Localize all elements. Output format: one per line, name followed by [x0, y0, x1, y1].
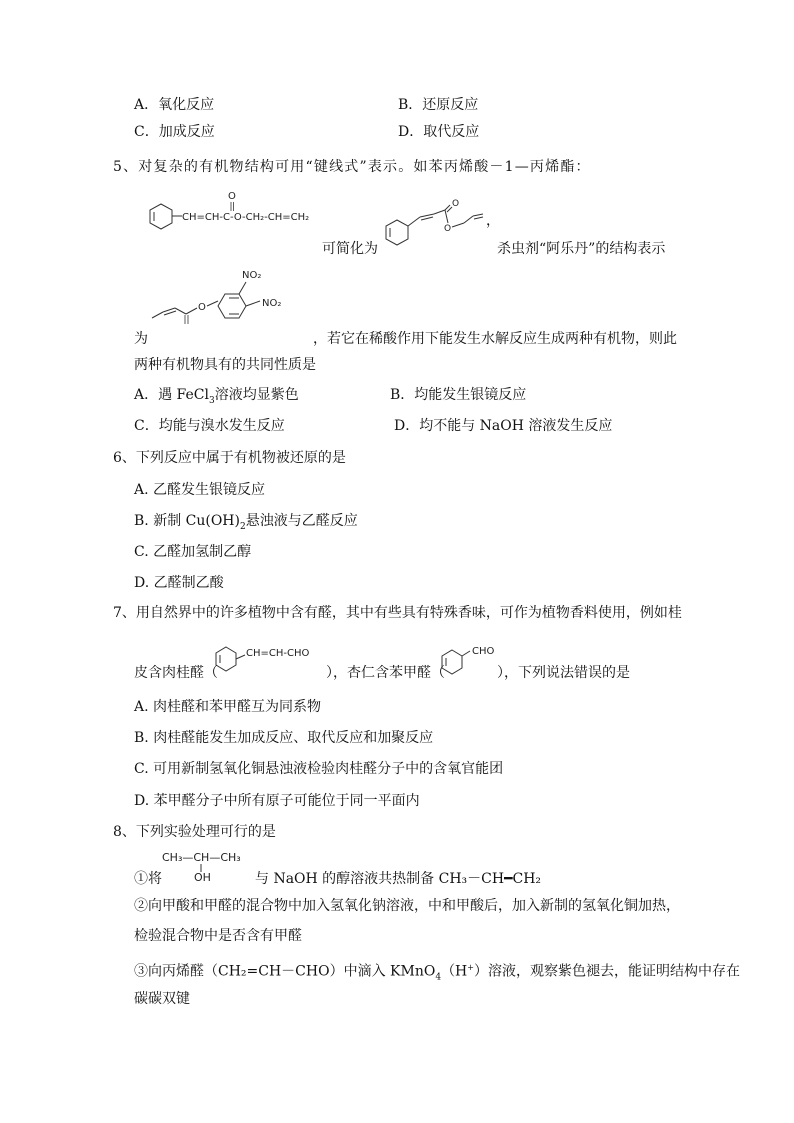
q5-option-a: A．遇 FeCl$_3$溶液均显紫色 [134, 387, 299, 406]
q7-option-c: C. 可用新制氢氧化铜悬浊液检验肉桂醛分子中的含氧官能团 [134, 761, 504, 777]
q7-stem: 7、用自然界中的许多植物中含有醛，其中有些具有特殊香味，可作为植物香料使用，例如桂 [113, 605, 682, 621]
q8-item-ii-line1: ②向甲酸和甲醛的混合物中加入氢氧化钠溶液，中和甲酸后，加入新制的氢氧化铜加热， [134, 898, 680, 914]
isopropanol-structure [160, 848, 250, 884]
q8-item-i-text: 与 NaOH 的醇溶液共热制备 CH₃－CH━CH₂ [255, 871, 542, 887]
q5-option-b: B．均能发生银镜反应 [390, 387, 527, 403]
cinnamyl-ester-skeletal-structure [380, 198, 500, 252]
q5-stem: 5、对复杂的有机物结构可用“键线式”表示。如苯丙烯酸－1—丙烯酯： [113, 159, 591, 175]
q8-stem: 8、下列实验处理可行的是 [113, 824, 276, 840]
q7-option-d: D. 苯甲醛分子中所有原子可能位于同一平面内 [134, 793, 420, 809]
q8-item-i-label: ①将 [134, 871, 162, 887]
carbonyl-o-label: O [452, 199, 460, 209]
q8-item-iii-line1: ③向丙烯醛（CH₂=CH－CHO）中滴入 KMnO$_4$（H+）溶液，观察紫色褪去，能证明结构中存在 [134, 963, 740, 983]
q6-option-d: D. 乙醛制乙酸 [134, 575, 224, 591]
q6-option-b: B. 新制 $Cu(OH)_2$悬浊液与乙醛反应 [134, 513, 358, 532]
q8-item-ii-line2: 检验混合物中是否含有甲醛 [134, 928, 302, 944]
cinnamyl-ester-condensed-structure [140, 188, 330, 248]
cinnamaldehyde-label: CH=CH-CHO [246, 648, 310, 659]
struct-oh-label: OH [194, 871, 211, 884]
q7-line2a: 皮含肉桂醛（ [134, 665, 218, 681]
q7-option-a: A. 肉桂醛和苯甲醛互为同系物 [134, 699, 322, 715]
no2-top-label: NO₂ [242, 270, 262, 281]
q4-option-a: A．氧化反应 [134, 97, 215, 113]
q5-line2: ，若它在稀酸作用下能发生水解反应生成两种有机物，则此 [313, 331, 677, 347]
q5-simplify-text: 可简化为 [322, 241, 378, 257]
q5-wei: 为 [134, 331, 148, 347]
aledan-structure [150, 260, 310, 330]
struct-top-label: CH₃—CH—CH₃ [162, 851, 241, 864]
condensed-formula-label: CH=CH-C-O-CH₂-CH=CH₂ [182, 212, 310, 223]
q5-pesticide-text: 杀虫剂“阿乐丹”的结构表示 [497, 241, 666, 257]
carbonyl-o-label: O [228, 191, 236, 202]
q7-line2c: ），下列说法错误的是 [497, 665, 630, 681]
benzaldehyde-label: CHO [472, 646, 495, 657]
q8-item-iii-line2: 碳碳双键 [134, 991, 190, 1007]
q4-option-b: B．还原反应 [398, 97, 479, 113]
q5-comma: ， [486, 213, 500, 229]
q5-option-c: C．均能与溴水发生反应 [134, 418, 285, 434]
q7-option-b: B. 肉桂醛能发生加成反应、取代反应和加聚反应 [134, 730, 434, 746]
ester-o-label: O [198, 302, 206, 313]
ester-o-label: O [444, 224, 452, 234]
q7-line2b: ），杏仁含苯甲醛（ [326, 665, 445, 681]
q6-option-c: C. 乙醛加氢制乙醇 [134, 544, 252, 560]
q5-line3: 两种有机物具有的共同性质是 [134, 357, 316, 373]
cinnamaldehyde-structure [212, 642, 332, 676]
q5-option-d: D．均不能与 NaOH 溶液发生反应 [394, 418, 613, 434]
no2-right-label: NO₂ [262, 298, 282, 309]
q4-option-d: D．取代反应 [398, 124, 480, 140]
q6-stem: 6、下列反应中属于有机物被还原的是 [113, 450, 346, 466]
q6-option-a: A. 乙醛发生银镜反应 [134, 482, 266, 498]
q4-option-c: C．加成反应 [134, 124, 215, 140]
